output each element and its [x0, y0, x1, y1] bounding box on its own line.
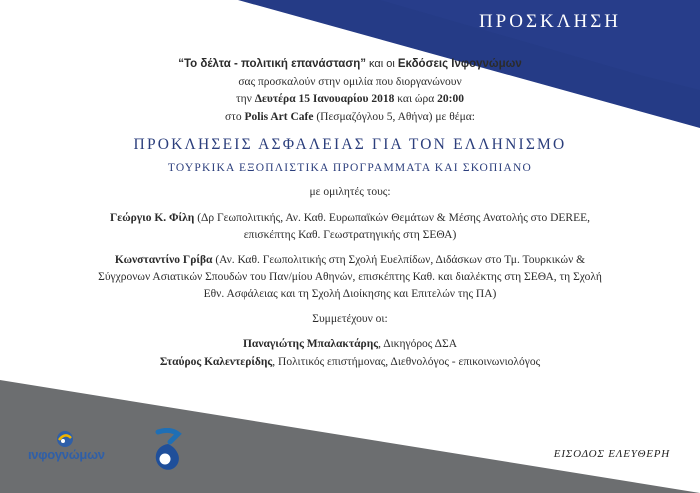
speaker-1-name: Γεώργιο Κ. Φίλη: [109, 211, 195, 224]
venue-name: Polis Art Cafe: [244, 110, 314, 123]
free-entry: ΕΙΣΟΔΟΣ ΕΛΕΥΘΕΡΗ: [553, 448, 670, 460]
speaker-2-desc-3: Εθν. Ασφάλειας και τη Σχολή Διοίκησης και Επιτελών της ΠΑ): [203, 287, 497, 300]
organizer-1: “Το δέλτα - πολιτική επανάσταση”: [178, 58, 366, 70]
infognomon-wordmark: ινφογνώμων: [28, 447, 105, 462]
venue-prefix: στο: [225, 110, 245, 123]
speaker-2-desc-1: (Αν. Καθ. Γεωπολιτικής στη Σχολή Ευελπίδων, Διδάσκων στο Τμ. Τουρκικών &: [212, 253, 586, 266]
speakers-intro: με ομιλητές τους:: [309, 186, 391, 198]
date-prefix: την: [236, 93, 255, 105]
speaker-1-desc-1: (Δρ Γεωπολιτικής, Αν. Καθ. Ευρωπαϊκών Θεμάτων & Μέσης Ανατολής στο DEREE,: [194, 211, 591, 224]
participant-1-name: Παναγιώτης Μπαλακτάρης: [242, 338, 379, 350]
venue-address: (Πεσμαζόγλου 5, Αθήνα) με θέμα:: [313, 110, 475, 123]
organizers-line: [70, 56, 630, 74]
participant-1-role: , Δικηγόρος ΔΣΑ: [378, 338, 458, 350]
participant-2: [70, 354, 630, 372]
invite-line: σας προσκαλούν στην ομιλία που διοργανώνουν: [238, 75, 462, 88]
topic-subtitle: ΤΟΥΡΚΙΚΑ ΕΞΟΠΛΙΣΤΙΚΑ ΠΡΟΓΡΑΜΜΑΤΑ ΚΑΙ ΣΚΟΠΙΑΝΟ: [167, 162, 533, 174]
participant-1: [70, 336, 630, 354]
topic-title: ΠΡΟΚΛΗΣΕΙΣ ΑΣΦΑΛΕΙΑΣ ΓΙΑ ΤΟΝ ΕΛΛΗΝΙΣΜΟ: [133, 136, 567, 153]
speaker-1: [70, 210, 630, 244]
invitation-body: [70, 56, 630, 371]
invitation-title: ΠΡΟΣΚΛΗΣΗ: [478, 11, 622, 32]
participant-2-role: , Πολιτικός επιστήμονας, Διεθνολόγος - επικοινωνιολόγος: [272, 355, 541, 368]
delta-logo: [148, 428, 188, 482]
event-date: Δευτέρα 15 Ιανουαρίου 2018: [254, 93, 395, 105]
infognomon-emblem-icon: [54, 430, 76, 448]
participants-intro: Συμμετέχουν οι:: [312, 312, 388, 325]
venue-line: [70, 109, 630, 127]
event-time: 20:00: [437, 93, 464, 105]
infognomon-logo: [28, 430, 128, 470]
organizer-2: Εκδόσεις Ινφογνώμων: [397, 58, 522, 70]
speaker-2-name: Κωνσταντίνο Γρίβα: [114, 253, 213, 266]
speaker-2-desc-2: Σύγχρονων Ασιατικών Σπουδών του Παν/μίου Αθηνών, επισκέπτης Καθ. και διαλέκτης στη ΣΕΘΑ, τη Σχολή: [98, 270, 602, 283]
date-line: [70, 91, 630, 109]
participant-2-name: Σταύρος Καλεντερίδης: [159, 355, 273, 368]
speaker-2: [70, 252, 630, 303]
time-prefix: και ώρα: [394, 93, 438, 105]
speaker-1-desc-2: επισκέπτης Καθ. Γεωστρατηγικής στη ΣΕΘΑ): [243, 228, 457, 241]
organizers-conjunction: και οι: [365, 58, 398, 70]
